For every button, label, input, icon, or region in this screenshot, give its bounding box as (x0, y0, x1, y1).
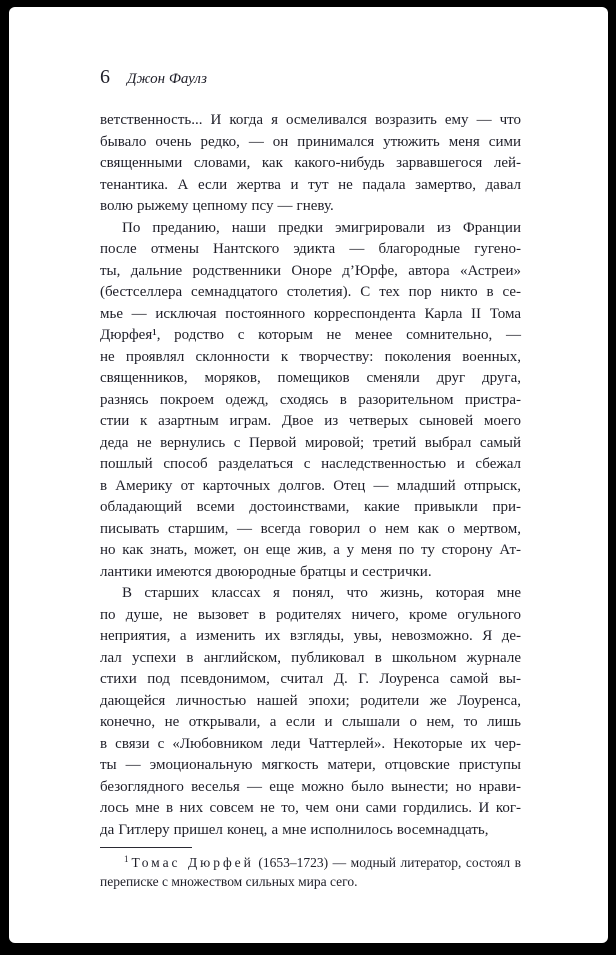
text-line: волю рыжему цепному псу — гневу. (100, 198, 334, 214)
text-line: лал успехи в английском, публиковал в школьном журнале (100, 649, 521, 666)
text-line: священников, моряков, помещиков сменяли друг друга, (100, 370, 521, 386)
text-line: по душе, не вызовет в родителях ничего, кроме огульного (100, 606, 521, 623)
text-line: после отмены Нантского эдикта — благородные гугено- (100, 241, 521, 257)
body-text (100, 110, 521, 841)
text-line: безоглядного веселья — еще можно было вынести; но нрави- (100, 778, 521, 795)
footnote-text: (1653–1723) — модный литератор, состоял в (253, 855, 521, 870)
running-header-author: Джон Фаулз (127, 71, 208, 87)
text-line: стихи под псевдонимом, считал Д. Г. Лоуренса самой вы- (100, 671, 521, 687)
text-line: но как знать, может, он еще жив, а у меня по ту сторону Ат- (100, 542, 521, 558)
footnote (100, 847, 521, 891)
text-line: тенантика. А если жертва и тут не падала замертво, давал (100, 176, 521, 193)
text-line: разнясь покроем одежд, сходясь в разорительном пристра- (100, 391, 521, 408)
text-line: не проявлял склонности к творчеству: поколения военных, (100, 348, 521, 365)
text-line: пошлый способ разделаться с наследственностью и сбежал (100, 456, 521, 472)
text-line: конечно, не открывали, а если и слышали о нем, то лишь (100, 714, 521, 730)
text-line: деда не вернулись с Первой мировой; третий выбрал самый (100, 434, 521, 451)
text-line: писывать старшим, — всегда говорил о нем как о мертвом, (100, 520, 521, 537)
text-line: Дюрфея¹, родство с которым не менее сомнительно, — (100, 327, 521, 343)
footnote-person-name: Томас Дюрфей (131, 855, 254, 870)
footnote-separator-rule (100, 847, 192, 848)
footnote-line: переписке с множеством сильных мира сего. (100, 874, 358, 889)
text-line: мье — исключая постоянного корреспондента Карла II Тома (100, 305, 521, 322)
footnote-marker: 1 (124, 853, 129, 864)
text-line: ветственность... И когда я осмеливался возразить ему — что (100, 112, 521, 128)
running-header (100, 65, 521, 89)
text-line: дающейся личностью нашей эпохи; родители же Лоуренса, (100, 692, 521, 709)
text-line: стии к азартным играм. Двое из четверых сыновей моего (100, 413, 521, 429)
text-line: да Гитлеру пришел конец, а мне исполнилось восемнадцать, (100, 821, 489, 838)
footnote-line (100, 853, 521, 872)
page-number: 6 (100, 66, 110, 88)
text-line: священными словами, как какого-нибудь зарвавшегося лей- (100, 155, 521, 171)
text-line: обладающий всеми достоинствами, какие привыкли при- (100, 499, 521, 515)
text-line: неприятия, а изменить их взгляды, увы, невозможно. Я де- (100, 628, 521, 644)
text-line: По преданию, наши предки эмигрировали из Франции (122, 219, 521, 236)
text-line: лантики имеются двоюродные братцы и сестрички. (100, 563, 432, 580)
text-line: В старших классах я понял, что жизнь, которая мне (122, 585, 521, 601)
text-line: ты — эмоциональную мягкость матери, отцовские приступы (100, 757, 521, 773)
text-line: (бестселлера семнадцатого столетия). С тех пор никто в се- (100, 284, 521, 300)
book-page (9, 7, 608, 943)
text-line: бывало очень редко, — он принимался утюжить меня сими (100, 133, 521, 150)
text-line: лось мне в них совсем не то, чем они сами гордились. И ког- (100, 800, 521, 816)
text-line: ты, дальние родственники Оноре д’Юрфе, автора «Астреи» (100, 262, 521, 279)
text-line: в связи с «Любовником леди Чаттерлей». Некоторые их чер- (100, 735, 521, 752)
text-line: в Америку от карточных долгов. Отец — младший отпрыск, (100, 477, 521, 494)
